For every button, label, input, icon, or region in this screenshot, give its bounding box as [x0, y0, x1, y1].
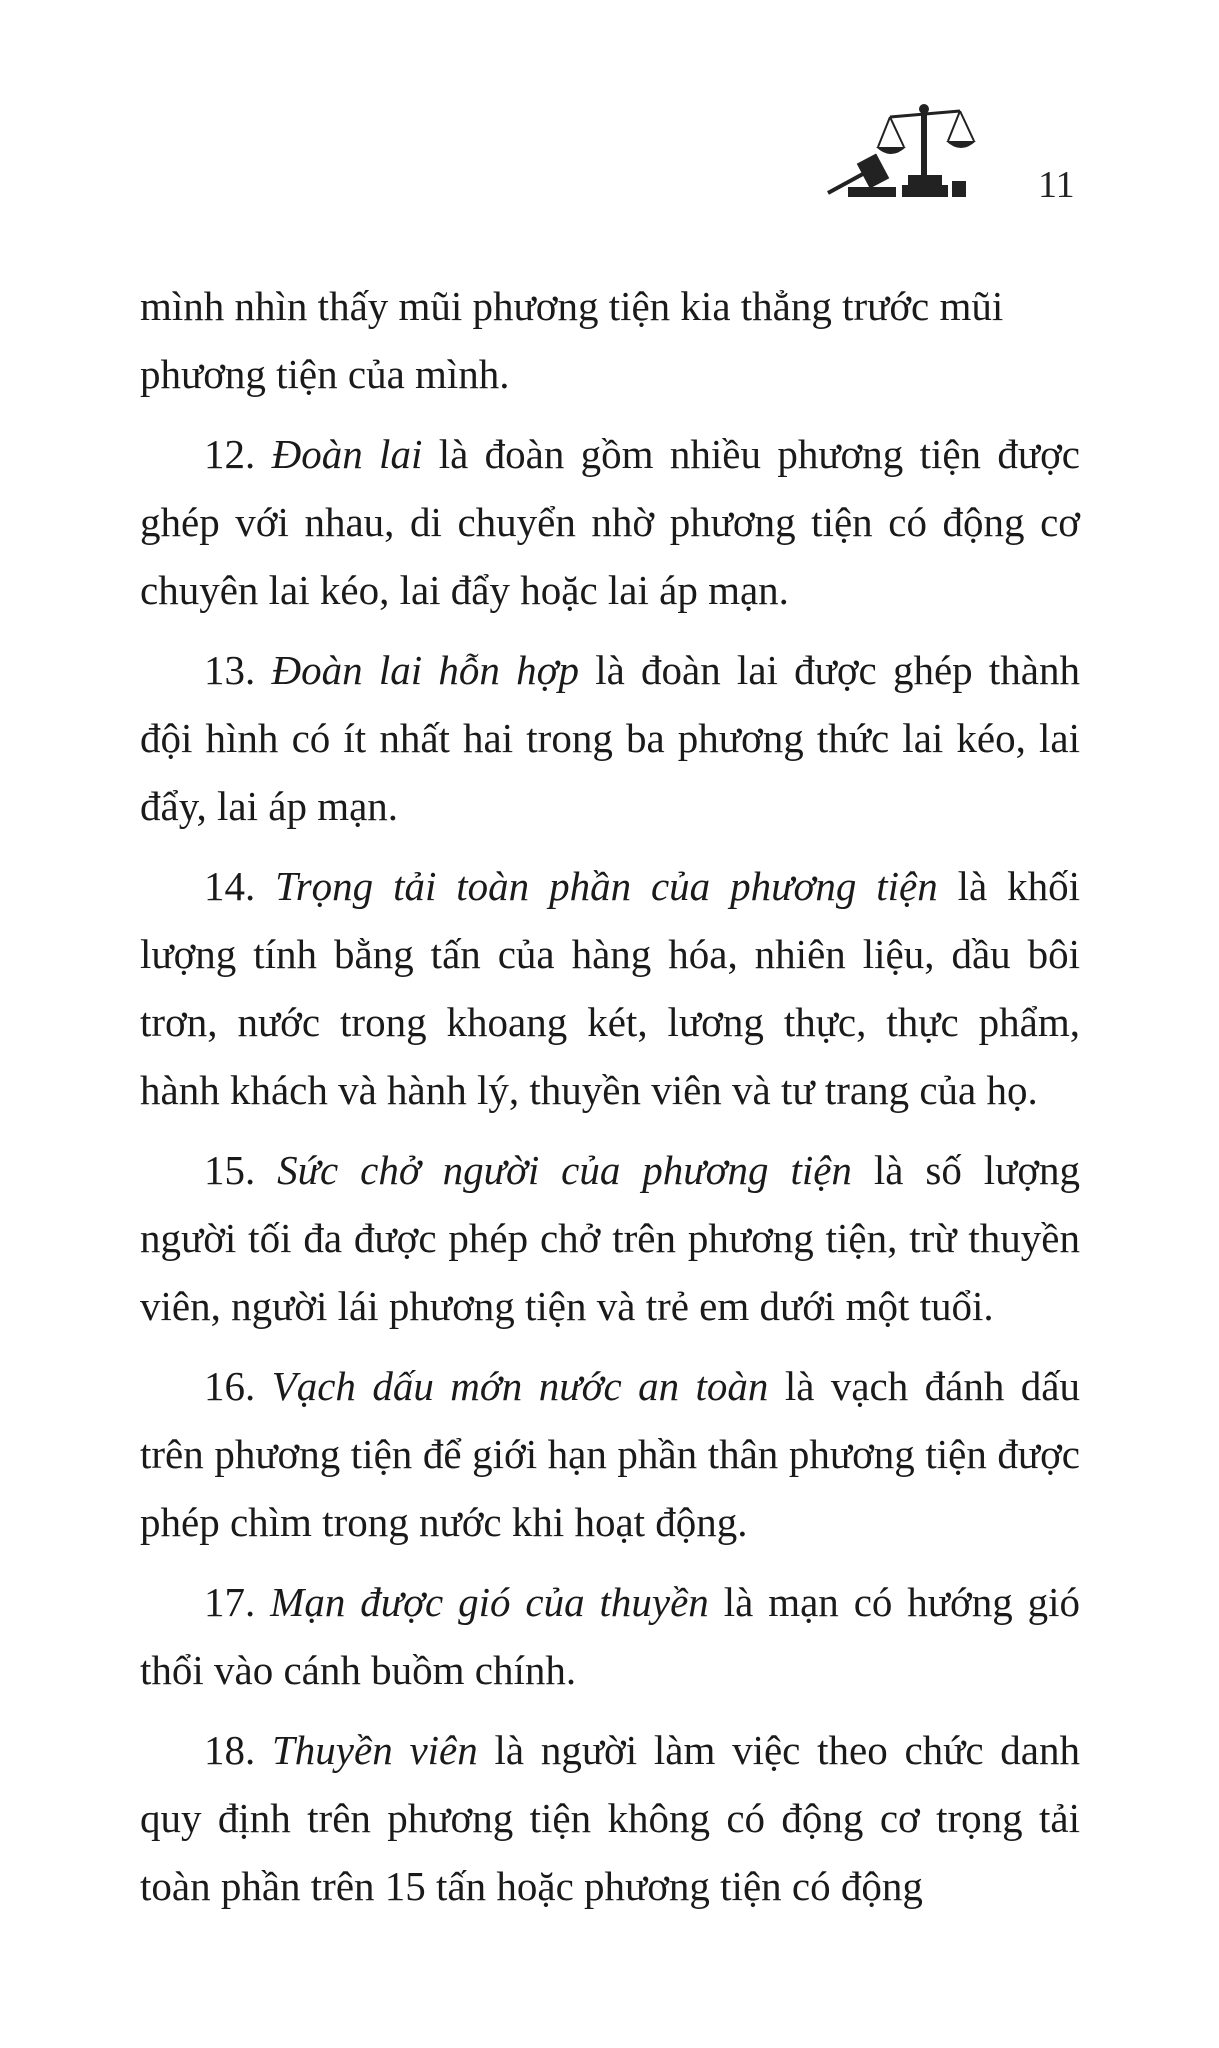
defined-term: Thuyền viên — [272, 1727, 478, 1773]
item-number: 12. — [204, 431, 256, 477]
definition-text: là vạch đánh dấu trên phương tiện để giới hạn phần thân phương tiện được phép chìm trong nước khi hoạt động. — [140, 1363, 1081, 1545]
defined-term: Đoàn lai — [271, 431, 423, 477]
defined-term: Sức chở người của phương tiện — [277, 1147, 852, 1193]
item-number: 13. — [204, 647, 256, 693]
definition-17 — [140, 1568, 1080, 1704]
page-header — [820, 95, 1080, 215]
item-number: 18. — [204, 1727, 256, 1773]
definition-text: là mạn có hướng gió thổi vào cánh buồm chính. — [140, 1579, 1081, 1693]
page-number: 11 — [1038, 164, 1075, 206]
definition-text: là người làm việc theo chức danh quy định trên phương tiện không có động cơ trọng tải toàn phần trên 15 tấn hoặc phương tiện có động — [140, 1727, 1081, 1909]
defined-term: Trọng tải toàn phần của phương tiện — [275, 863, 938, 909]
definition-16 — [140, 1352, 1080, 1556]
defined-term: Mạn được gió của thuyền — [270, 1579, 709, 1625]
definition-15 — [140, 1136, 1080, 1340]
definition-14 — [140, 852, 1080, 1124]
item-number: 16. — [204, 1363, 256, 1409]
definition-text: là đoàn gồm nhiều phương tiện được ghép với nhau, di chuyển nhờ phương tiện có động cơ chuyên lai kéo, lai đẩy hoặc lai áp mạn. — [140, 431, 1080, 613]
item-number: 17. — [204, 1579, 256, 1625]
definition-12 — [140, 420, 1080, 624]
paragraph-continuation — [140, 272, 1080, 408]
definition-13 — [140, 636, 1080, 840]
scales-of-justice-gavel-icon — [820, 95, 990, 205]
defined-term: Đoàn lai hỗn hợp — [271, 647, 579, 693]
item-number: 15. — [204, 1147, 256, 1193]
definition-text: là đoàn lai được ghép thành đội hình có ít nhất hai trong ba phương thức lai kéo, lai đẩy, lai áp mạn. — [140, 647, 1080, 829]
definition-text: là số lượng người tối đa được phép chở trên phương tiện, trừ thuyền viên, người lái phương tiện và trẻ em dưới một tuổi. — [140, 1147, 1081, 1329]
definition-18 — [140, 1716, 1080, 1920]
paragraph-text: mình nhìn thấy mũi phương tiện kia thẳng trước mũi phương tiện của mình. — [140, 283, 1004, 397]
body-text — [140, 272, 1080, 1932]
defined-term: Vạch dấu mớn nước an toàn — [271, 1363, 769, 1409]
definition-text: là khối lượng tính bằng tấn của hàng hóa, nhiên liệu, dầu bôi trơn, nước trong khoang két, lương thực, thực phẩm, hành khách và hành lý, thuyền viên và tư trang của họ. — [140, 863, 1081, 1113]
item-number: 14. — [204, 863, 256, 909]
